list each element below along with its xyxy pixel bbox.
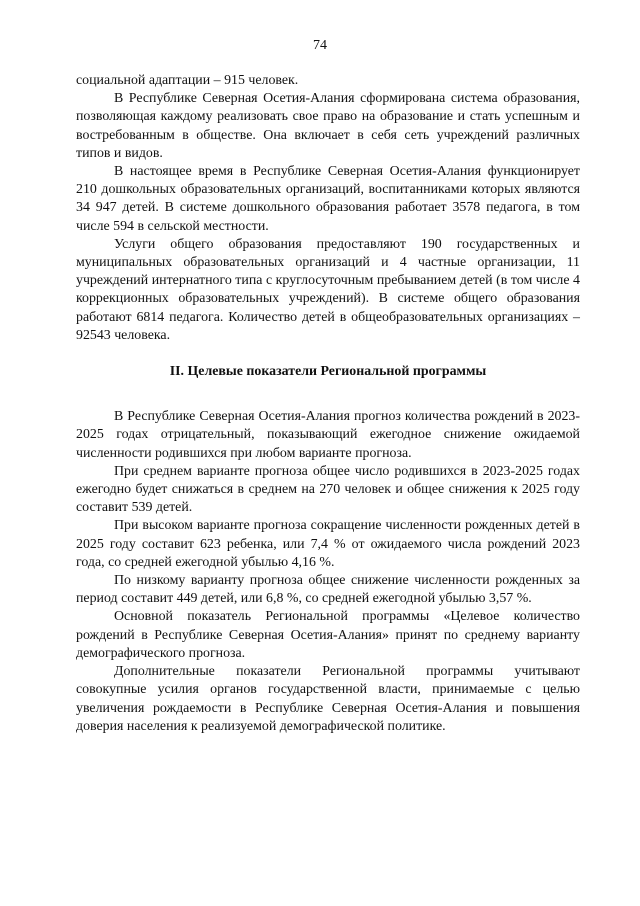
paragraph-medium-variant: При среднем варианте прогноза общее число родившихся в 2023-2025 годах ежегодно будет снижаться в среднем на 270 человек и общее снижения к 2025 году составит 539 детей. [76,463,580,516]
paragraph-education-system: В Республике Северная Осетия-Алания сформирована система образования, позволяющая каждому реализовать свое право на образование и стать успешным и востребованным в обществе. Она включает в себя сеть учреждений различных типов и видов. [76,91,580,161]
section-heading: II. Целевые показатели Региональной программы [169,364,487,380]
paragraph-continuation: социальной адаптации – 915 человек. [76,73,299,88]
paragraph-high-variant: При высоком варианте прогноза сокращение численности рожденных детей в 2025 году составит 623 ребенка, или 7,4 % от ожидаемого числа рождений 2023 года, со средней ежегодной убылью 4,16 %. [76,518,580,570]
paragraph-main-indicator: Основной показатель Региональной программы «Целевое количество рождений в Республике Северная Осетия-Алания» принят по среднему варианту демографического прогноза. [76,609,580,661]
page-number: 74 [313,38,327,53]
document-body [76,72,580,736]
paragraph-birth-forecast: В Республике Северная Осетия-Алания прогноз количества рождений в 2023-2025 годах отрицательный, показывающий ежегодное снижение ожидаемой численности родившихся при любом варианте прогноза. [76,409,580,461]
paragraph-preschool: В настоящее время в Республике Северная Осетия-Алания функционирует 210 дошкольных образовательных организаций, воспитанниками которых являются 34 947 детей. В системе дошкольного образования работает 3578 педагога, в том числе 594 в сельской местности. [76,164,580,234]
paragraph-additional-indicators: Дополнительные показатели Региональной программы учитывают совокупные усилия органов государственной власти, принимаемые с целью увеличения рождаемости в Республике Северная Осетия-Алания и повышения доверия населения к реализуемой демографической политике. [76,664,580,734]
paragraph-general-education: Услуги общего образования предоставляют 190 государственных и муниципальных образовательных организаций и 4 частные организации, 11 учреждений интернатного типа с круглосуточным пребыванием детей (в том числе 4 коррекционных образовательных учреждений). В системе общего образования работают 6814 педагога. Количество детей в общеобразовательных организациях – 92543 человека. [76,236,580,343]
paragraph-low-variant: По низкому варианту прогноза общее снижение численности рожденных за период составит 449 детей, или 6,8 %, со средней ежегодной убылью 3,57 %. [76,573,580,607]
